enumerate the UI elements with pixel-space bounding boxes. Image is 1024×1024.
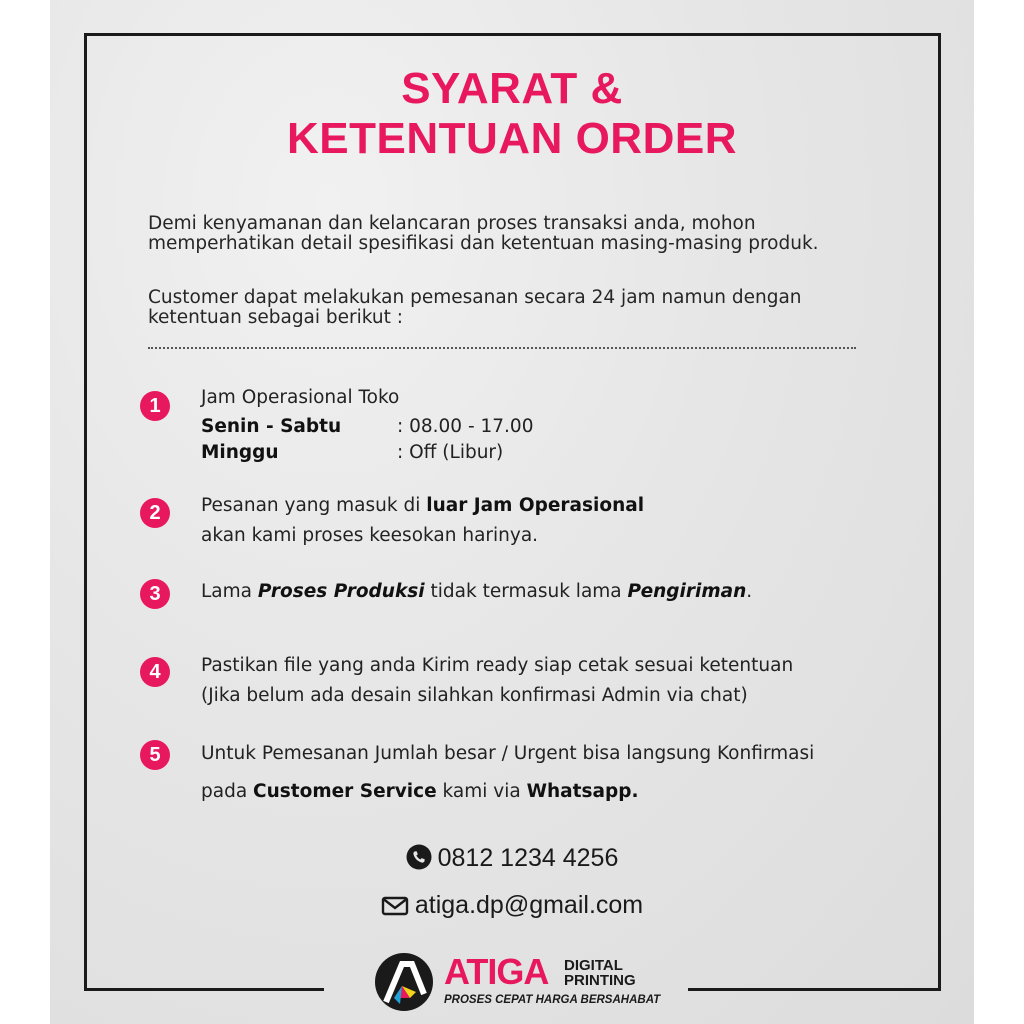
item-5-text-b: kami via xyxy=(436,781,527,802)
frame-border-top xyxy=(84,33,941,36)
hours-time: : Off (Libur) xyxy=(397,442,504,463)
item-3-text xyxy=(201,577,901,607)
number-badge-1: 1 xyxy=(140,391,170,421)
item-3-bold-b: Pengiriman xyxy=(627,581,747,602)
hours-day: Minggu xyxy=(201,442,279,463)
item-2-text-a: Pesanan yang masuk di xyxy=(201,495,427,516)
item-1-title: Jam Operasional Toko xyxy=(201,387,400,408)
mail-icon xyxy=(381,895,409,924)
number-badge-5: 5 xyxy=(140,740,170,770)
item-5-bold-b: Whatsapp. xyxy=(526,781,639,802)
item-5-text-a: pada xyxy=(201,781,254,802)
item-2-text-b: akan kami proses keesokan harinya. xyxy=(201,525,539,546)
frame-border-bottom-left xyxy=(84,988,324,991)
intro-paragraph-1: Demi kenyamanan dan kelancaran proses transaksi anda, mohon memperhatikan detail spesifikasi dan ketentuan masing-masing produk. xyxy=(148,213,819,254)
item-5-text xyxy=(201,735,901,811)
item-4-line-2: (Jika belum ada desain silahkan konfirmasi Admin via chat) xyxy=(201,685,748,706)
intro-paragraph-2: Customer dapat melakukan pemesanan secara 24 jam namun dengan ketentuan sebagai berikut : xyxy=(148,287,802,328)
phone-icon xyxy=(406,844,432,877)
contact-email[interactable] xyxy=(0,891,1024,924)
item-5-line-1: Untuk Pemesanan Jumlah besar / Urgent bisa langsung Konfirmasi xyxy=(201,743,815,764)
hours-time: : 08.00 - 17.00 xyxy=(397,416,534,437)
logo-sub-line-1: DIGITAL xyxy=(564,957,623,974)
number-badge-4: 4 xyxy=(140,657,170,687)
item-2-bold: luar Jam Operasional xyxy=(426,495,645,516)
item-3-text-c: . xyxy=(746,581,753,602)
phone-number: 0812 1234 4256 xyxy=(437,844,619,872)
logo-sub-line-2: PRINTING xyxy=(564,972,636,989)
logo-sub xyxy=(564,958,636,988)
item-3-text-a: Lama xyxy=(201,581,258,602)
dotted-divider xyxy=(148,347,856,349)
contact-phone[interactable] xyxy=(0,844,1024,877)
email-address: atiga.dp@gmail.com xyxy=(414,891,644,919)
item-3-bold-a: Proses Produksi xyxy=(257,581,425,602)
hours-day: Senin - Sabtu xyxy=(201,416,342,437)
logo-name: ATIGA xyxy=(444,951,549,992)
page-title-line-2: KETENTUAN ORDER xyxy=(287,114,737,163)
frame-border-bottom-right xyxy=(688,988,941,991)
brand-logo xyxy=(372,952,672,1012)
logo-tagline: PROSES CEPAT HARGA BERSAHABAT xyxy=(444,994,661,1006)
number-badge-2: 2 xyxy=(140,498,170,528)
item-5-bold-a: Customer Service xyxy=(253,781,437,802)
item-3-text-b: tidak termasuk lama xyxy=(424,581,628,602)
page-title-line-1: SYARAT & xyxy=(401,64,623,113)
item-4-line-1: Pastikan file yang anda Kirim ready siap cetak sesuai ketentuan xyxy=(201,655,794,676)
number-badge-3: 3 xyxy=(140,579,170,609)
item-4-text xyxy=(201,651,901,711)
item-2-text xyxy=(201,491,901,551)
logo-mark-icon xyxy=(372,952,436,1012)
